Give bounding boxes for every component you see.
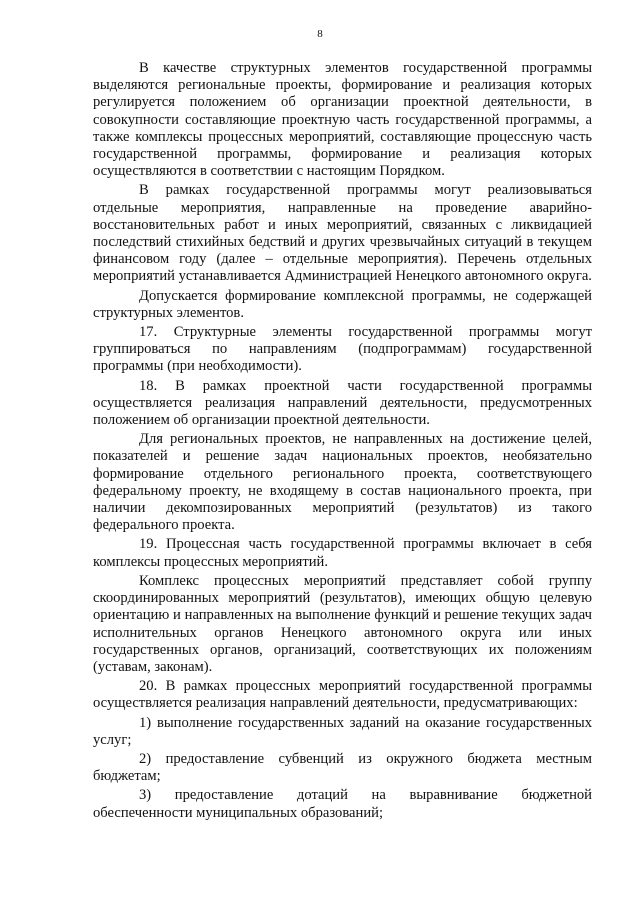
paragraph-item-20: 20. В рамках процессных мероприятий государственной программы осуществляется реализация направлений деятельности, предусматривающих: bbox=[93, 678, 592, 712]
list-item-1: 1) выполнение государственных заданий на оказание государственных услуг; bbox=[93, 714, 592, 748]
paragraph-structural-elements: В качестве структурных элементов государственной программы выделяются региональные проекты, формирование и реализация которых регулируется положением об организации проектной деятельности, в совокупности составляющие проектную часть государственной программы, а также комплексы процессных мероприятий, составляющие процессную часть государственной программы, формирование и реализация которых осуществляются в соответствии с настоящим Порядком. bbox=[93, 60, 592, 180]
paragraph-item-17: 17. Структурные элементы государственной программы могут группироваться по направлениям (подпрограммам) государственной программы (при необходимости). bbox=[93, 324, 592, 375]
page-number: 8 bbox=[317, 28, 323, 40]
paragraph-separate-measures: В рамках государственной программы могут реализовываться отдельные мероприятия, направленные на проведение аварийно-восстановительных работ и иных мероприятий, связанных с ликвидацией последствий стихийных бедствий и других чрезвычайных ситуаций в текущем финансовом году (далее – отдельные мероприятия). Перечень отдельных мероприятий устанавливается Администрацией Ненецкого автономного округа. bbox=[93, 182, 592, 285]
paragraph-item-19: 19. Процессная часть государственной программы включает в себя комплексы процессных мероприятий. bbox=[93, 536, 592, 570]
paragraph-regional-projects: Для региональных проектов, не направленных на достижение целей, показателей и решение задач национальных проектов, необязательно формирование отдельного регионального проекта, соответствующего федеральному проекту, не входящему в состав национального проекта, при наличии декомпозированных мероприятий (результатов) из такого федерального проекта. bbox=[93, 431, 592, 534]
document-body bbox=[93, 60, 592, 822]
paragraph-process-complex: Комплекс процессных мероприятий представляет собой группу скоординированных мероприятий (результатов), имеющих общую целевую ориентацию и направленных на выполнение функций и решение текущих задач исполнительных органов Ненецкого автономного округа или иных государственных органов, организаций, соответствующих их положениям (уставам, законам). bbox=[93, 572, 592, 675]
list-item-2: 2) предоставление субвенций из окружного бюджета местным бюджетам; bbox=[93, 750, 592, 785]
paragraph-item-18: 18. В рамках проектной части государственной программы осуществляется реализация направлений деятельности, предусмотренных положением об организации проектной деятельности. bbox=[93, 377, 592, 429]
list-item-3: 3) предоставление дотаций на выравнивание бюджетной обеспеченности муниципальных образований; bbox=[93, 787, 592, 821]
paragraph-complex-program: Допускается формирование комплексной программы, не содержащей структурных элементов. bbox=[93, 287, 592, 321]
